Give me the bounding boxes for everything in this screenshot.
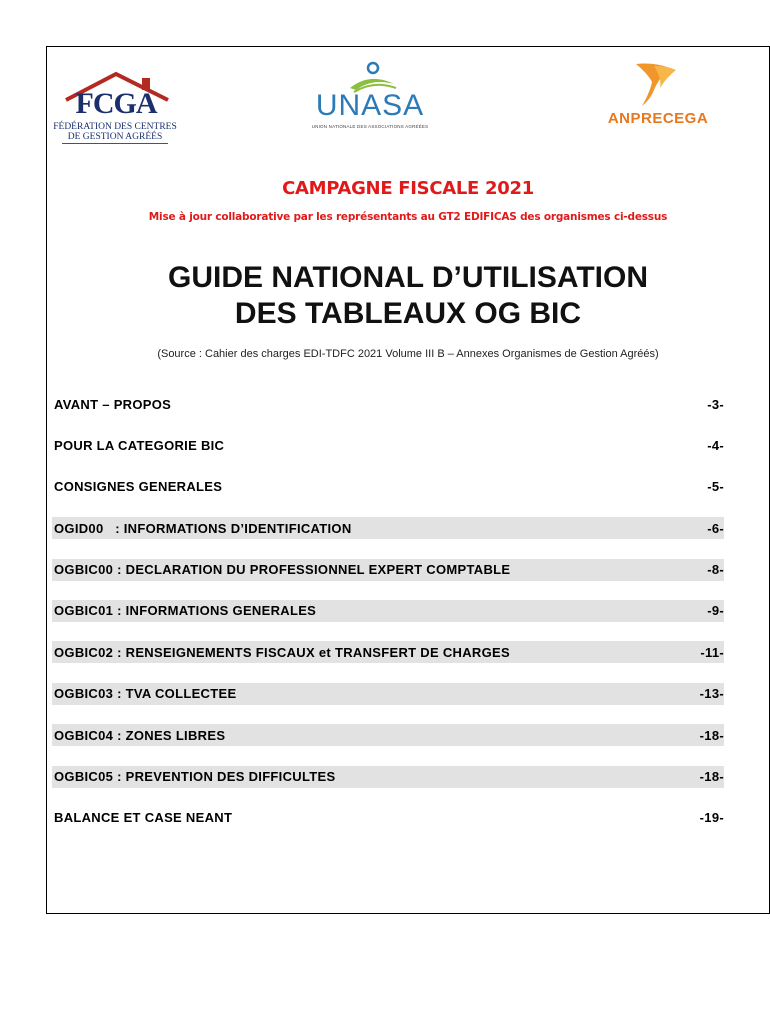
toc-entry-label: OGBIC01 : INFORMATIONS GENERALES bbox=[54, 603, 317, 619]
fcga-subtitle-line1: FÉDÉRATION DES CENTRES bbox=[53, 122, 177, 132]
toc-entry-label: OGBIC03 : TVA COLLECTEE bbox=[54, 686, 237, 702]
fcga-wordmark: FCGA bbox=[75, 87, 157, 120]
toc-entry-label: AVANT – PROPOS bbox=[54, 396, 172, 412]
anprecega-flame-icon bbox=[598, 60, 718, 110]
toc-entry-label: POUR LA CATEGORIE BIC bbox=[54, 437, 225, 453]
toc-entry-label: OGBIC02 : RENSEIGNEMENTS FISCAUX et TRANSFERT DE CHARGES bbox=[54, 644, 510, 660]
guide-title-line1: GUIDE NATIONAL D’UTILISATION bbox=[168, 261, 648, 294]
anprecega-wordmark: ANPRECEGA bbox=[607, 110, 709, 127]
unasa-subtitle: UNION NATIONALE DES ASSOCIATIONS AGRÉÉES bbox=[311, 124, 429, 129]
toc-entry-page: -4- bbox=[707, 437, 724, 453]
toc-entry-label: CONSIGNES GENERALES bbox=[54, 479, 223, 495]
toc-entry-page: -5- bbox=[707, 479, 724, 495]
toc-entry[interactable] bbox=[52, 393, 724, 415]
unasa-wordmark: UNASA bbox=[315, 89, 425, 122]
toc-entry-page: -18- bbox=[699, 727, 724, 743]
toc-entry[interactable] bbox=[52, 641, 724, 663]
toc-entry-label: OGID00 : INFORMATIONS D’IDENTIFICATION bbox=[54, 520, 352, 536]
toc-entry[interactable] bbox=[52, 600, 724, 622]
toc-entry-page: -6- bbox=[707, 520, 724, 536]
toc-entry-page: -19- bbox=[699, 810, 724, 826]
toc-entry[interactable] bbox=[52, 807, 724, 829]
toc-entry-page: -13- bbox=[699, 686, 724, 702]
toc-entry[interactable] bbox=[52, 766, 724, 788]
toc-entry[interactable] bbox=[52, 559, 724, 581]
guide-title bbox=[46, 260, 770, 332]
guide-title-line2: DES TABLEAUX OG BIC bbox=[234, 297, 582, 330]
toc-entry[interactable] bbox=[52, 434, 724, 456]
campaign-subtitle: Mise à jour collaborative par les représentants au GT2 EDIFICAS des organismes ci-dessus bbox=[148, 211, 668, 223]
fcga-underline bbox=[62, 143, 168, 144]
toc-entry-page: -3- bbox=[707, 396, 724, 412]
toc-entry-page: -18- bbox=[699, 769, 724, 785]
fcga-logo bbox=[52, 70, 182, 146]
unasa-logo bbox=[310, 58, 430, 138]
toc-entry-page: -8- bbox=[707, 562, 724, 578]
toc-entry-label: OGBIC05 : PREVENTION DES DIFFICULTES bbox=[54, 769, 336, 785]
toc-entry-page: -9- bbox=[707, 603, 724, 619]
fcga-subtitle-line2: DE GESTION AGRÉÉS bbox=[67, 132, 163, 142]
fcga-subtitle bbox=[52, 122, 178, 142]
campaign-title: CAMPAGNE FISCALE 2021 bbox=[282, 178, 534, 199]
toc-entry-label: OGBIC00 : DECLARATION DU PROFESSIONNEL EXPERT COMPTABLE bbox=[54, 562, 511, 578]
anprecega-logo bbox=[598, 60, 718, 130]
toc-entry[interactable] bbox=[52, 683, 724, 705]
toc-entry[interactable] bbox=[52, 476, 724, 498]
toc-entry-page: -11- bbox=[700, 644, 724, 660]
toc-entry[interactable] bbox=[52, 724, 724, 746]
toc-entry-label: OGBIC04 : ZONES LIBRES bbox=[54, 727, 226, 743]
source-note: (Source : Cahier des charges EDI-TDFC 2021 Volume III B – Annexes Organismes de Gestion Agréés) bbox=[157, 348, 659, 360]
table-of-contents bbox=[52, 393, 724, 848]
toc-entry[interactable] bbox=[52, 517, 724, 539]
toc-entry-label: BALANCE ET CASE NEANT bbox=[54, 810, 233, 826]
